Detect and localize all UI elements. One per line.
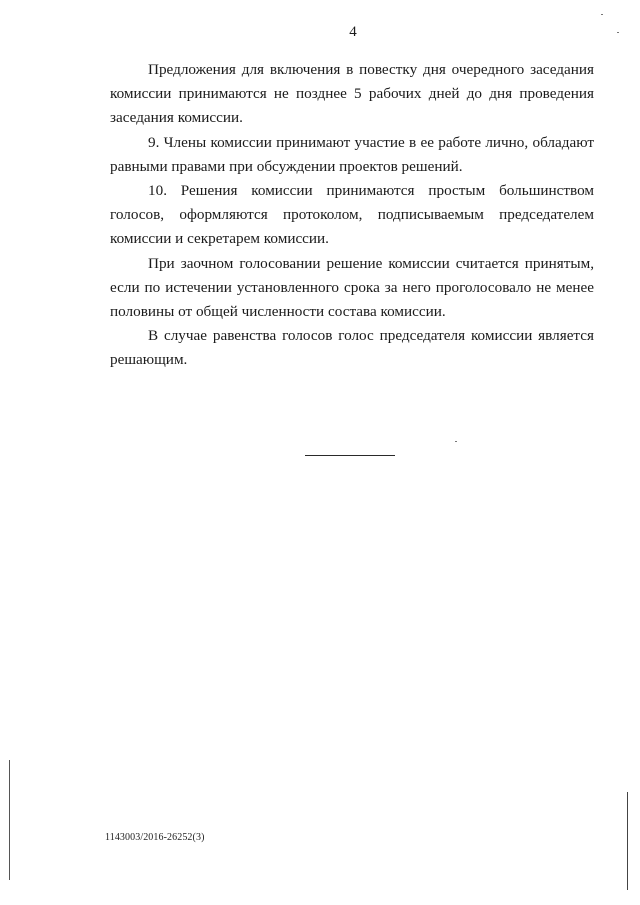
document-body [110,58,594,373]
scan-speck [601,14,603,15]
document-code: 1143003/2016-26252(3) [105,832,205,843]
end-separator-line [305,455,395,456]
scan-edge-right [627,792,628,890]
page-number: 4 [349,24,357,40]
paragraph-absentee-voting: При заочном голосовании решение комиссии считается принятым, если по истечении установленного срока за него проголосовало не менее половины от общей численности состава комиссии. [110,254,594,321]
paragraph-item-10: 10. Решения комиссии принимаются простым большинством голосов, оформляются протоколом, подписываемым председателем комиссии и секретарем комиссии. [110,182,594,248]
paragraph-agenda-proposals: Предложения для включения в повестку дня очередного заседания комиссии принимаются не позднее 5 рабочих дней до дня проведения заседания комиссии. [110,61,594,127]
scan-edge-left [9,760,10,880]
paragraph-tie-vote: В случае равенства голосов голос председателя комиссии является решающим. [110,327,594,369]
scan-speck [455,441,457,442]
paragraph-item-9: 9. Члены комиссии принимают участие в ее работе лично, обладают равными правами при обсуждении проектов решений. [110,133,594,175]
scan-speck [617,32,619,33]
